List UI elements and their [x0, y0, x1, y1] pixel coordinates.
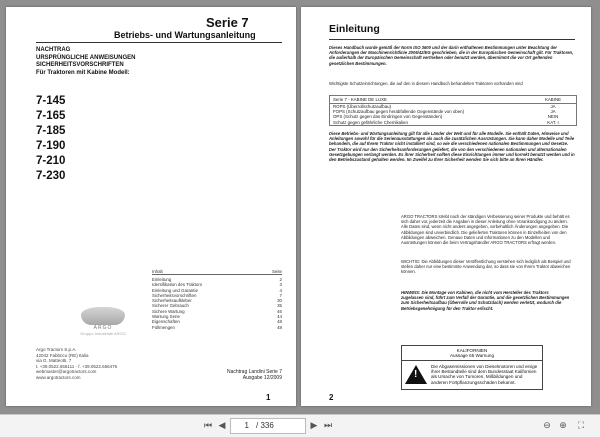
company-address [36, 347, 117, 380]
model-item: 7-210 [36, 155, 66, 167]
model-item: 7-230 [36, 170, 66, 182]
toc-header-page: Seite [271, 269, 282, 274]
toc-page: 46 [277, 308, 282, 314]
supplement-line: NACHTRAG [36, 47, 71, 53]
california-subtitle: Aussage 65 Warnung [449, 353, 494, 358]
table-cell-label: FOPS (Schutzaufbau gegen herabfallende Gegenstände von oben) [333, 109, 465, 115]
model-item: 7-190 [36, 140, 66, 152]
california-text: Die Abgasemissionen von Dieselmotoren und einige ihrer Bestandteile sind dem Bundesstaat Kalifornien als Ursache von Tumoren, Mißbildungen und anderen Fortpflanzungsschäden bekannt. [431, 364, 538, 385]
page-title: Einleitung [329, 23, 380, 35]
table-cell-value: KAT. I [547, 119, 559, 125]
page-navigator [230, 418, 306, 434]
address-line: Argo Tractors S.p.A. [36, 347, 77, 352]
toc-label: Sicherheitsaufkleber [152, 298, 192, 304]
address-line: 42042 Fabbrico (RE) Italia [36, 352, 89, 358]
header-rule [36, 42, 282, 43]
model-list [36, 94, 65, 184]
california-warning-box [401, 345, 543, 390]
page-2 [301, 7, 591, 406]
first-page-icon[interactable]: ⏮ [203, 420, 213, 430]
toc-page: 35 [277, 303, 282, 309]
california-body [402, 361, 542, 389]
argo-logo [72, 307, 134, 336]
manual-subtitle: Betriebs- und Wartungsanleitung [114, 30, 256, 40]
next-page-icon[interactable]: ▶ [310, 420, 318, 430]
scope-paragraph: Diese Betriebs- und Wartungsanleitung gilt für alle Länder der Welt und für alle Modelle. Sie enthält Daten, Hinweise und Anleitungen sowohl für die Serienausstattungen als auch die zusätzlichen Ausrüstungen. Sie kann daher Modelle und Teile behandeln, die auf Ihrem Traktor nicht installiert sind, so wie die verschiedenen nationalen Bestimmungen und Gesetze. Der Traktor wird nur den Sicherheitsanforderungen geliefert, die von den verschiedenen nationalen und alternationalen Gesetzgebungen verlangt werden. Es ihrer Sicherheit sollten diese Einrichtungen immer und korrekt benutzt werden und in den Betriebszustand gehalten werden. Im Zweifel zu Ihrer Sicherheit wenden Sie sich bitte an Ihren Händler. [329, 131, 575, 163]
toc-page: 44 [277, 314, 282, 320]
model-item: 7-165 [36, 110, 66, 122]
california-title: KALIFORNIEN [456, 348, 488, 353]
toc-header [152, 269, 282, 275]
toc-page: 48 [277, 319, 282, 325]
supplement-line: SICHERHEITSVORSCHRIFTEN [36, 62, 124, 68]
series-title: Serie 7 [206, 15, 249, 30]
page-total: / 336 [256, 421, 274, 430]
last-page-icon[interactable]: ⏭ [323, 420, 333, 430]
table-cell-label: OPS (Schutz gegen das Eindringen von Gegenständen) [333, 114, 443, 120]
table-cell-label: Schutz gegen gefährliche Chemikalien [333, 119, 408, 125]
toc-page: 30 [277, 298, 282, 304]
page-1 [6, 7, 296, 406]
toc-row[interactable] [152, 325, 282, 330]
table-header-left: Serie 7 - KABINE DE LUXE [333, 97, 387, 102]
toc-label: Einleitung [152, 277, 172, 282]
toc-label: Sicherer Gebrauch [152, 303, 189, 309]
page-input[interactable]: 1 [244, 421, 249, 430]
table-header-right: KABINE [544, 97, 562, 102]
logo-brand: ARGO [93, 325, 113, 331]
table-cell-value: JA [550, 109, 556, 115]
toc-page: 7 [279, 292, 282, 298]
footer-line: Nachtrag Landini Serie 7 [226, 369, 282, 375]
improvement-paragraph: ARGO TRACTORS strebt nach der ständigen Verbesserung seiner Produkte und behält es sich daher vor, jederzeit die Angaben in dieser Anleitung ohne Vorankündigung zu ändern. Alle Daten sind, wenn nicht anders angegeben, vorbehaltlich Änderungen angegeben. Die Abbildungen sind unverbindlich. Die gelieferten Traktoren können in Einzelheiten von den Abbildungen abweichen. Genaue Daten und Informationen zu den Modellen und Ausrüstungen können die beim Vertragshändler ARGO TRACTORS erfragt werden. [401, 214, 570, 246]
zoom-in-icon[interactable]: ⊕ [559, 420, 567, 430]
address-line: via G. Matteotti, 7 [36, 358, 72, 363]
toc-label: Eigenschaften [152, 319, 180, 325]
intro-paragraph: Dieses Handbuch wurde gemäß der Norm ISO 3600 und der darin enthaltenen Bestimmungen unter Beachtung der Anforderungen der Maschinenrichtlinie 2006/42/EG geschrieben, die in der Europäischen Gemeinschaft gilt. Für Traktoren, die außerhalb der Europäischen Gemeinschaft vertrieben oder benutzt werden, übernimmt die vor Ort geltenden gesetzlichen Bestimmungen. [329, 45, 574, 66]
toc-label: Sichere Wartung [152, 308, 185, 314]
table-caption: Wichtigste Schutzeinrichtungen, die auf den in diesem Handbuch behandelten Traktoren vorhanden sind [329, 81, 523, 86]
toc-page: 2 [279, 277, 282, 282]
fullscreen-icon[interactable]: ⛶ [577, 420, 585, 430]
header-rule [329, 39, 575, 40]
supplement-line: URSPRÜNGLICHE ANWEISUNGEN [36, 54, 136, 61]
logo-tagline: Gruppo Industriale ARGO [80, 331, 126, 336]
table-cell-label: ROPS (Überrollschutzaufbau) [333, 104, 392, 109]
model-item: 7-145 [36, 95, 66, 107]
toc-page: 3 [279, 282, 282, 288]
table-row [330, 120, 576, 125]
toc-label: Füllmengen [152, 324, 175, 330]
important-note: WICHTIG: Die Abbildungen dieser Veröffentlichung verstehen sich lediglich als Beispiel und stellen daher nur eine bestimmte Anwendung dar, so dass sie von Ihrem Traktor abweichen können. [401, 259, 571, 275]
toc-label: Identifikation des Traktors [152, 282, 203, 288]
page-number: 2 [329, 393, 334, 402]
page-number: 1 [266, 393, 271, 402]
supplement-block [36, 47, 135, 77]
address-email[interactable]: webmaster@argotractors.com [36, 369, 97, 374]
california-header [402, 346, 542, 361]
warning-note: HINWEIS: Die Montage von Kabinen, die nicht vom Hersteller des Traktors zugelassen sind, führt zum Verfall der Garantie, und die gesetzlichen Bestimmungen zum Sicherheitsaufbau (Überrolle und Schutzdach) werden verletzt, wodurch die Betriebsgenehmigung für den Traktor erlischt. [401, 290, 570, 311]
supplement-line: Für Traktoren mit Kabine Modell: [36, 69, 130, 76]
protection-table [329, 95, 577, 126]
toc-label: Sicherheitsvorschriften [152, 292, 197, 298]
model-item: 7-185 [36, 125, 66, 137]
footer-line: Ausgabe 12/2009 [242, 375, 282, 381]
table-cell-value: NEIN [547, 114, 559, 120]
toc-label: Einleitung und Garantie [152, 287, 198, 293]
address-line: t. +39.0522.656111 - f. +39.0522.656476 [36, 363, 118, 369]
toc-page: 48 [277, 324, 282, 330]
table-of-contents [152, 269, 282, 330]
prev-page-icon[interactable]: ◀ [218, 420, 226, 430]
page-footer [196, 369, 282, 381]
address-website[interactable]: www.argotractors.com [36, 374, 81, 380]
toc-page: 4 [279, 287, 282, 293]
table-cell-value: JA [550, 104, 556, 109]
logo-emblem-icon [81, 307, 125, 325]
toc-header-label: Inhalt [152, 269, 163, 274]
toc-label: Wartung Serie [152, 314, 180, 320]
viewer-toolbar [0, 414, 600, 437]
warning-triangle-icon: ! [405, 364, 427, 386]
table-header [330, 96, 576, 104]
zoom-out-icon[interactable]: ⊖ [543, 420, 551, 430]
